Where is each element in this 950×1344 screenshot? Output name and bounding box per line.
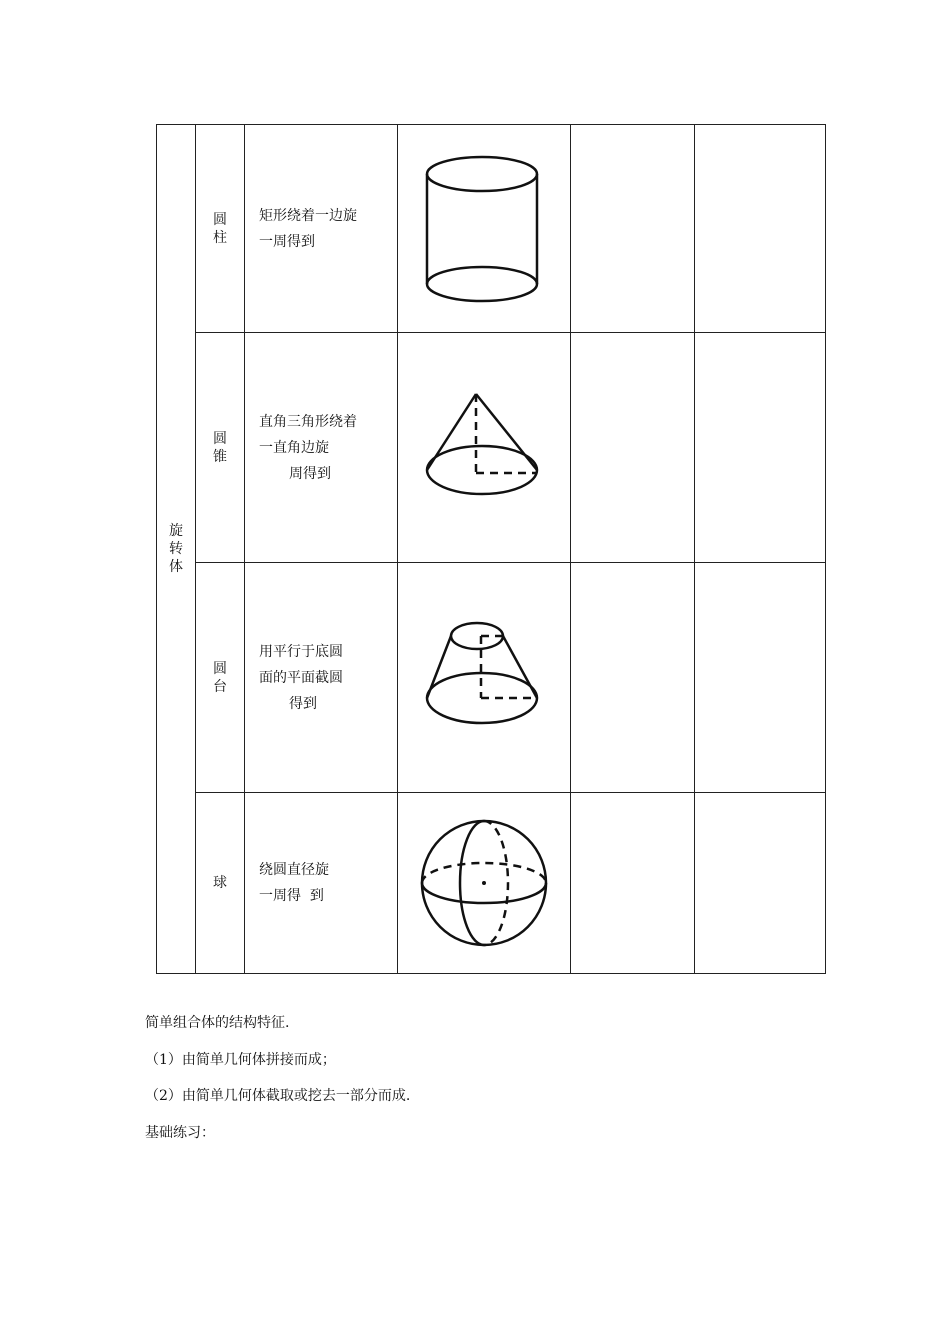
figure-cell xyxy=(398,793,571,974)
solids-table xyxy=(156,124,826,974)
empty-cell xyxy=(695,563,826,793)
empty-cell xyxy=(571,125,695,333)
cylinder-figure xyxy=(419,154,549,304)
figure-cell xyxy=(398,125,571,333)
description-line: 用平行于底圆 xyxy=(259,643,343,660)
category-cell xyxy=(157,125,196,974)
description-cell xyxy=(245,563,398,793)
description-line: 直角三角形绕着 xyxy=(259,413,357,430)
figure-cell xyxy=(398,333,571,563)
shape-name-cell xyxy=(196,125,245,333)
shape-name: 圆柱 xyxy=(213,211,227,246)
empty-cell xyxy=(571,333,695,563)
table-row xyxy=(157,793,826,974)
empty-cell xyxy=(571,563,695,793)
empty-cell xyxy=(695,793,826,974)
shape-name: 圆台 xyxy=(213,660,227,695)
description-line: 一周得 到 xyxy=(259,888,324,904)
figure-cell xyxy=(398,563,571,793)
section-heading: 简单组合体的结构特征. xyxy=(145,1015,290,1031)
description-line: 周得到 xyxy=(289,465,331,482)
shape-name: 球 xyxy=(213,875,227,891)
table-row xyxy=(157,563,826,793)
sphere-figure xyxy=(414,813,554,953)
description-line: 矩形绕着一边旋 xyxy=(259,207,357,224)
shape-name-cell xyxy=(196,333,245,563)
empty-cell xyxy=(695,125,826,333)
cone-figure xyxy=(419,388,549,508)
frustum-figure xyxy=(419,618,549,738)
description-line: 面的平面截圆 xyxy=(259,669,343,686)
description-line: 一周得到 xyxy=(259,233,315,250)
shape-name-cell xyxy=(196,563,245,793)
shape-name: 圆锥 xyxy=(213,430,227,465)
category-label: 旋转体 xyxy=(169,523,183,575)
practice-heading: 基础练习： xyxy=(145,1125,215,1141)
list-item: （1）由简单几何体拼接而成； xyxy=(145,1052,336,1068)
description-cell xyxy=(245,793,398,974)
description-cell xyxy=(245,125,398,333)
empty-cell xyxy=(695,333,826,563)
table-row xyxy=(157,125,826,333)
shape-name-cell xyxy=(196,793,245,974)
list-item: （2）由简单几何体截取或挖去一部分而成. xyxy=(145,1088,411,1104)
description-cell xyxy=(245,333,398,563)
description-line: 绕圆直径旋 xyxy=(259,862,329,878)
table-row xyxy=(157,333,826,563)
description-line: 一直角边旋 xyxy=(259,439,329,456)
empty-cell xyxy=(571,793,695,974)
description-line: 得到 xyxy=(289,695,317,712)
